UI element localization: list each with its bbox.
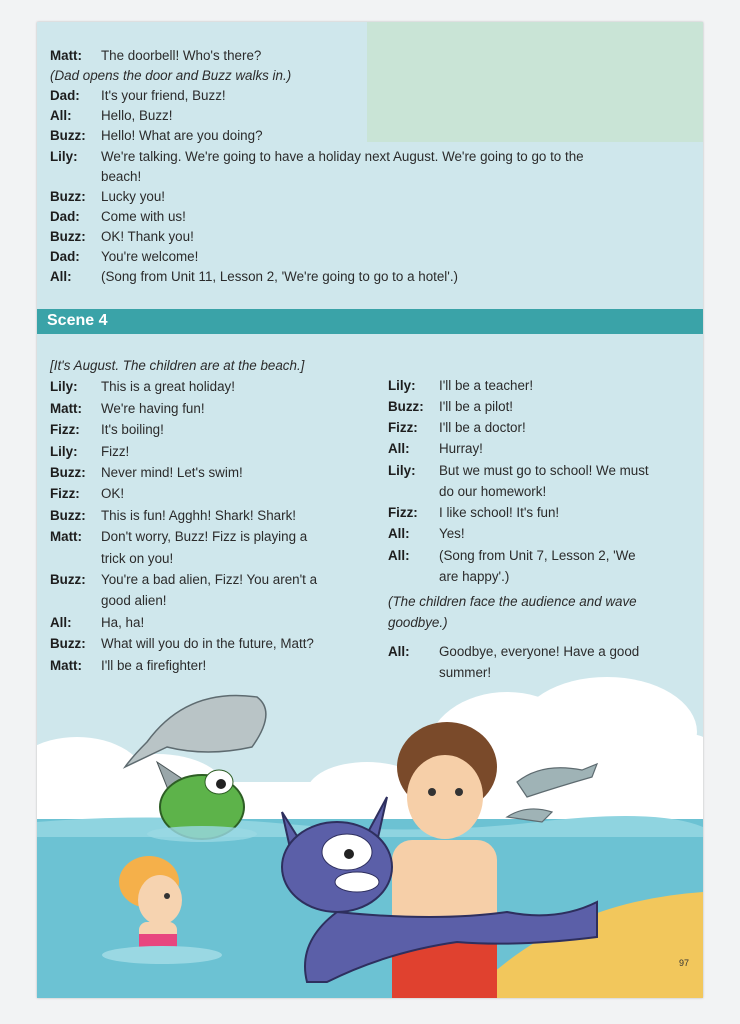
speaker-name: Matt: [50,657,82,673]
speaker-name: All: [388,526,410,541]
speaker-name: Lily: [388,463,416,478]
dialogue-text: But we must go to school! We must [439,463,649,478]
dialogue-text: Come with us! [101,208,186,224]
stage-direction: [It's August. The children are at the beach.] [50,358,305,373]
dialogue-text: I'll be a pilot! [439,399,514,414]
dialogue-text: Fizz! [101,443,130,459]
dialogue-text: OK! [101,486,125,502]
speaker-name: All: [388,644,410,659]
dialogue-text: It's boiling! [101,422,164,438]
stage-direction: (Dad opens the door and Buzz walks in.) [50,68,292,84]
scene-4-banner [37,309,703,334]
speaker-name: Dad: [50,208,80,224]
speaker-name: Buzz: [50,228,86,244]
dialogue-text: We're having fun! [101,400,205,416]
dialogue-text: Don't worry, Buzz! Fizz is playing a [101,529,308,545]
dialogue-text: Hello! What are you doing? [101,128,263,144]
dialogue-text: I'll be a firefighter! [101,657,207,673]
dialogue-text: This is fun! Agghh! Shark! Shark! [101,507,297,523]
speaker-name: Lily: [50,443,78,459]
speaker-name: Matt: [50,400,82,416]
speaker-name: Dad: [50,88,80,104]
dialogue-text: I like school! It's fun! [439,505,560,520]
dialogue-text: Never mind! Let's swim! [101,465,243,480]
dialogue-text: Hello, Buzz! [101,108,173,124]
dialogue-text: good alien! [101,593,167,609]
dialogue-text: (Song from Unit 7, Lesson 2, 'We [439,548,636,563]
dialogue-text: You're welcome! [101,249,199,264]
speaker-name: Lily: [50,379,78,395]
speaker-name: Buzz: [50,572,86,587]
speaker-name: All: [388,441,410,456]
dialogue-text: Yes! [439,526,465,541]
dialogue-text: What will you do in the future, Matt? [101,636,314,652]
speaker-name: Fizz: [50,422,80,438]
speaker-name: Buzz: [50,507,86,523]
dialogue-text: You're a bad alien, Fizz! You aren't a [101,572,318,587]
dialogue-text: Ha, ha! [101,614,145,630]
speaker-name: Buzz: [50,636,86,652]
dialogue-text: The doorbell! Who's there? [101,48,262,63]
speaker-name: Fizz: [50,486,80,502]
speaker-name: Buzz: [50,188,86,204]
dialogue-text: summer! [439,665,492,680]
dialogue-text: We're talking. We're going to have a holiday next August. We're going to go to the [101,148,584,164]
dialogue-text: do our homework! [439,484,547,499]
dialogue-text: trick on you! [101,550,174,566]
dialogue-text: are happy'.) [439,569,510,584]
dialogue-text: I'll be a teacher! [439,378,534,393]
dialogue-text: This is a great holiday! [101,379,235,395]
speaker-name: Buzz: [50,465,86,480]
speaker-name: Fizz: [388,505,418,520]
dialogue-text: Goodbye, everyone! Have a good [439,644,640,659]
dialogue-text: beach! [101,168,142,184]
speaker-name: Buzz: [388,399,424,414]
matt-character [392,722,497,998]
textbook-page [37,22,703,998]
stage-direction: (The children face the audience and wave [388,594,637,609]
speaker-name: Buzz: [50,128,86,144]
stage-direction: goodbye.) [388,615,448,630]
dialogue-text: It's your friend, Buzz! [101,88,226,104]
speaker-name: All: [50,614,72,630]
dialogue-text: (Song from Unit 11, Lesson 2, 'We're going to go to a hotel'.) [101,269,459,285]
page-number: 97 [678,958,689,968]
speaker-name: Fizz: [388,420,418,435]
speaker-name: Matt: [50,529,82,545]
dialogue-text: I'll be a doctor! [439,420,526,435]
speaker-name: All: [388,548,410,563]
speaker-name: All: [50,269,72,285]
speaker-name: Lily: [50,148,78,164]
dialogue-text: Lucky you! [101,188,166,204]
scene-4-title: Scene 4 [47,312,108,329]
dialogue-text: Hurray! [439,441,483,456]
speaker-name: Matt: [50,48,82,63]
dialogue-text: OK! Thank you! [101,228,194,244]
speaker-name: Dad: [50,249,80,264]
speaker-name: Lily: [388,378,416,393]
speaker-name: All: [50,108,72,124]
